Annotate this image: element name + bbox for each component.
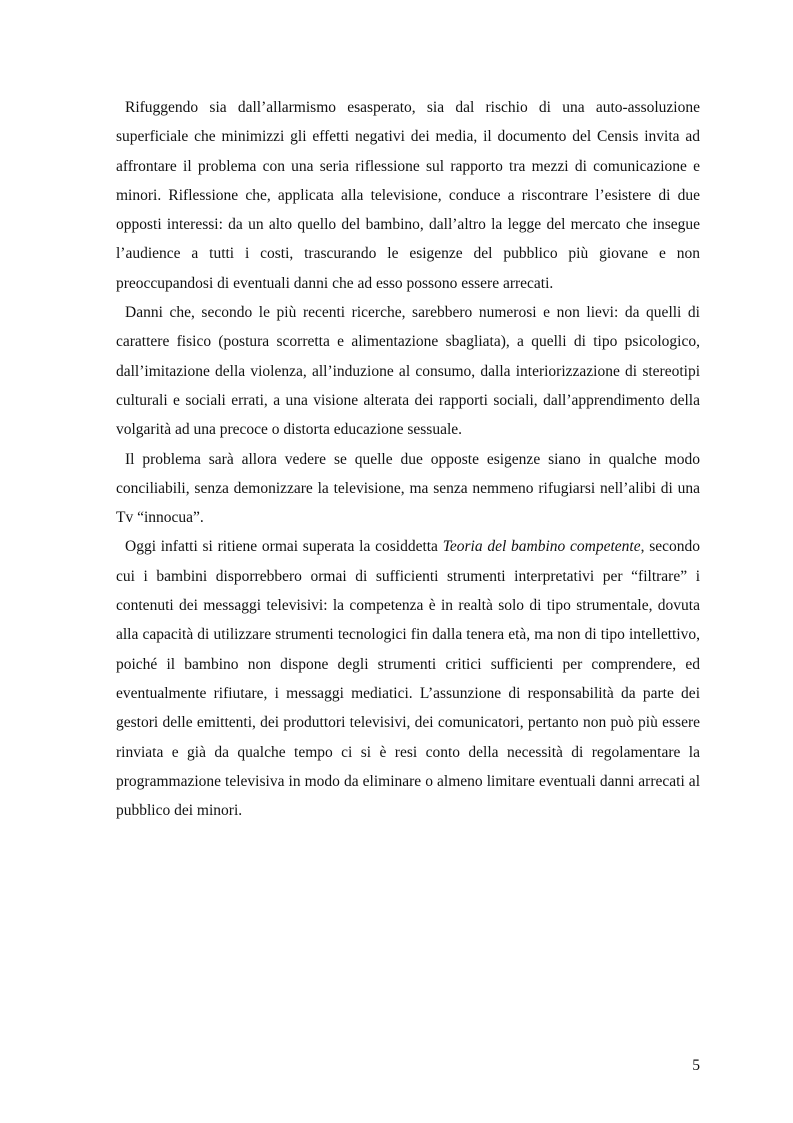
paragraph-2 [116, 298, 700, 444]
body-text [116, 93, 700, 825]
paragraph-2-text: Danni che, secondo le più recenti ricerche, sarebbero numerosi e non lievi: da quelli di carattere fisico (postura scorretta e alimentazione sbagliata), a quelli di tipo psicologico, dall’imitazione della violenza, all’induzione al consumo, dalla interiorizzazione di stereotipi culturali e sociali errati, a una visione alterata dei rapporti sociali, dall’apprendimento della volgarità ad una precoce o distorta educazione sessuale. [116, 304, 700, 439]
paragraph-4-italic-term: Teoria del bambino competente [442, 538, 641, 556]
paragraph-3 [116, 445, 700, 533]
paragraph-3-text: Il problema sarà allora vedere se quelle due opposte esigenze siano in qualche modo conciliabili, senza demonizzare la televisione, ma senza nemmeno rifugiarsi nell’alibi di una Tv “innocua”. [116, 450, 700, 527]
page-number: 5 [692, 1057, 700, 1074]
paragraph-4 [116, 532, 700, 825]
paragraph-1-text: Rifuggendo sia dall’allarmismo esasperato, sia dal rischio di una auto-assoluzione superficiale che minimizzi gli effetti negativi dei media, il documento del Censis invita ad affrontare il problema con una seria riflessione sul rapporto tra mezzi di comunicazione e minori. Riflessione che, applicata alla televisione, conduce a riscontrare l’esistere di due opposti interessi: da un alto quello del bambino, dall’altro la legge del mercato che insegue l’audience a tutti i costi, trascurando le esigenze del pubblico più giovane e non preoccupandosi di eventuali danni che ad esso possono essere arrecati. [116, 99, 700, 292]
paragraph-4-text-start: Oggi infatti si ritiene ormai superata la cosiddetta [125, 538, 443, 556]
paragraph-4-text-end: , secondo cui i bambini disporrebbero ormai di sufficienti strumenti interpretativi per “filtrare” i contenuti dei messaggi televisivi: la competenza è in realtà solo di tipo strumentale, dovuta alla capacità di utilizzare strumenti tecnologici fin dalla tenera età, ma non di tipo intellettivo, poiché il bambino non dispone degli strumenti critici sufficienti per comprendere, ed eventualmente rifiutare, i messaggi mediatici. L’assunzione di responsabilità da parte dei gestori delle emittenti, dei produttori televisivi, dei comunicatori, pertanto non può più essere rinviata e già da qualche tempo ci si è resi conto della necessità di regolamentare la programmazione televisiva in modo da eliminare o almeno limitare eventuali danni arrecati al pubblico dei minori. [116, 538, 700, 820]
paragraph-1 [116, 93, 700, 298]
